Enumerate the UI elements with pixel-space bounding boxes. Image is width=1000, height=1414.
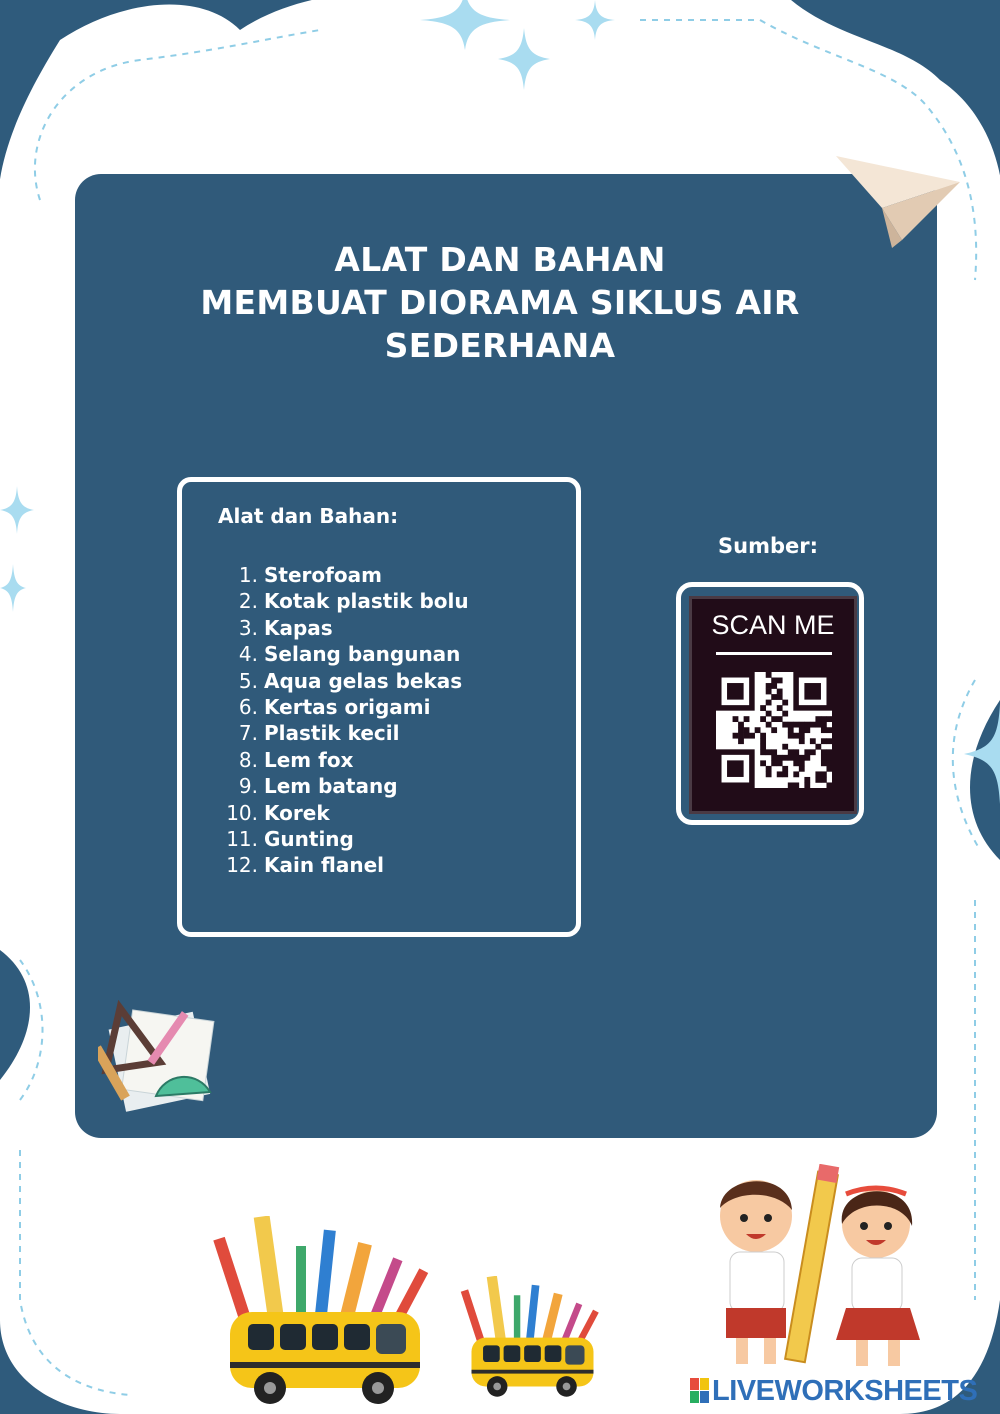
list-item: 5. Aqua gelas bekas: [238, 668, 463, 693]
list-item: 10. Korek: [226, 800, 330, 825]
logo-text: LIVEWORKSHEETS: [712, 1374, 978, 1407]
sparkle-star-icon: [498, 28, 550, 90]
list-item: 8. Lem fox: [238, 747, 354, 772]
paper-plane-icon: [836, 152, 960, 248]
list-item: 2. Kotak plastik bolu: [238, 589, 469, 614]
logo-icon: [690, 1378, 710, 1404]
list-item: 6. Kertas origami: [238, 694, 431, 719]
school-bus-illustration: [200, 1216, 436, 1406]
list-item: 3. Kapas: [238, 615, 333, 640]
page-title: [0, 238, 1000, 367]
sparkle-star-icon: [964, 704, 1000, 804]
source-label: Sumber:: [718, 534, 818, 558]
sparkle-star-icon: [0, 564, 26, 612]
children-with-pencil-illustration: [706, 1164, 950, 1378]
materials-list: [210, 562, 469, 879]
list-item: 11. Gunting: [226, 826, 354, 851]
title-line-1: ALAT DAN BAHAN: [334, 240, 666, 279]
divider: [716, 652, 832, 655]
scan-me-label: SCAN ME: [711, 610, 835, 640]
list-item: 1. Sterofoam: [238, 563, 382, 587]
geometry-tools-illustration: [98, 1000, 216, 1112]
sparkle-star-icon: [0, 486, 34, 534]
list-item: 4. Selang bangunan: [238, 642, 461, 667]
materials-heading: Alat dan Bahan:: [218, 504, 399, 528]
sparkle-star-icon: [575, 0, 615, 40]
list-item: 9. Lem batang: [238, 774, 398, 799]
title-line-2: MEMBUAT DIORAMA SIKLUS AIR: [200, 283, 800, 322]
liveworksheets-logo[interactable]: [690, 1374, 977, 1408]
school-bus-illustration: [452, 1276, 604, 1398]
list-item: 12. Kain flanel: [226, 853, 385, 878]
qr-code[interactable]: [716, 672, 832, 788]
list-item: 7. Plastik kecil: [238, 721, 400, 746]
title-line-3: SEDERHANA: [384, 326, 616, 365]
sparkle-star-icon: [420, 0, 510, 50]
